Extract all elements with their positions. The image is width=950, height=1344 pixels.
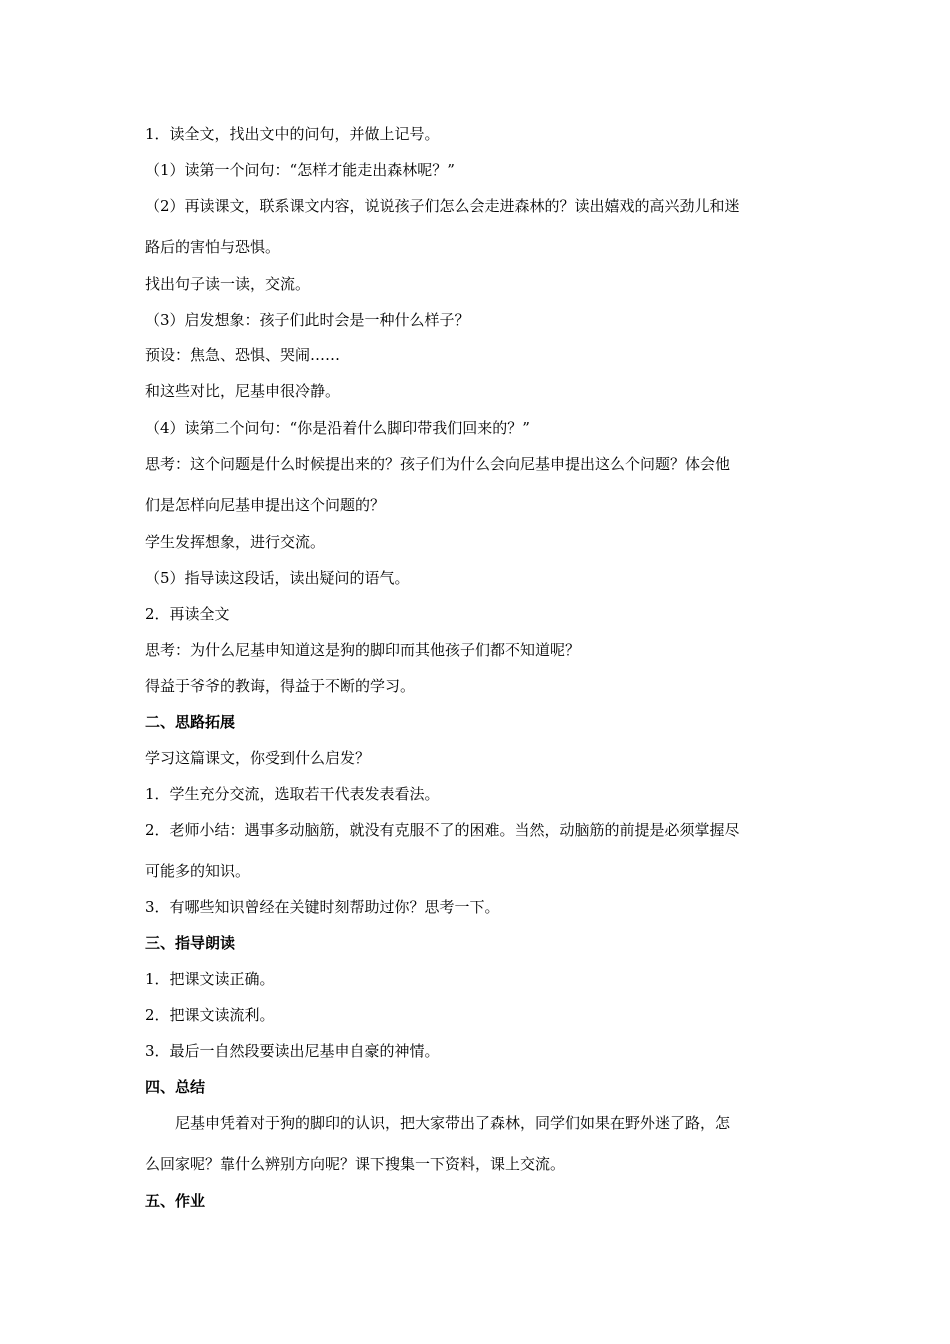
substep-3: （3）启发想象：孩子们此时会是一种什么样子？ [145,311,470,329]
list-item-2-continued: 可能多的知识。 [145,862,251,880]
section-heading-2: 二、思路拓展 [145,713,236,731]
reading-item-1: 1．把课文读正确。 [145,970,275,988]
paragraph-inspiration: 学习这篇课文，你受到什么启发？ [145,749,371,767]
paragraph-think-1: 思考：这个问题是什么时候提出来的？孩子们为什么会向尼基申提出这么个问题？体会他 [145,455,731,473]
paragraph-find-sentences: 找出句子读一读，交流。 [145,275,311,293]
list-item-2: 2．老师小结：遇事多动脑筋，就没有克服不了的困难。当然，动脑筋的前提是必须掌握尽 [145,821,740,839]
paragraph-think-1-continued: 们是怎样向尼基申提出这个问题的？ [145,496,386,514]
paragraph-think-2: 思考：为什么尼基申知道这是狗的脚印而其他孩子们都不知道呢？ [145,641,581,659]
paragraph-imagine: 学生发挥想象，进行交流。 [145,533,326,551]
substep-1: （1）读第一个问句：“怎样才能走出森林呢？” [145,161,455,179]
section-heading-5: 五、作业 [145,1192,206,1210]
paragraph-benefit: 得益于爷爷的教诲，得益于不断的学习。 [145,677,416,695]
step-1-read-full-text: 1．读全文，找出文中的问句，并做上记号。 [145,125,440,143]
list-item-1: 1．学生充分交流，选取若干代表发表看法。 [145,785,440,803]
step-2-reread: 2．再读全文 [145,605,230,623]
summary-paragraph-continued: 么回家呢？靠什么辨别方向呢？课下搜集一下资料，课上交流。 [145,1155,566,1173]
summary-paragraph: 尼基申凭着对于狗的脚印的认识，把大家带出了森林，同学们如果在野外迷了路，怎 [175,1114,731,1132]
section-heading-3: 三、指导朗读 [145,934,236,952]
paragraph-preset: 预设：焦急、恐惧、哭闹…… [145,346,341,364]
reading-item-2: 2．把课文读流利。 [145,1006,275,1024]
section-heading-4: 四、总结 [145,1078,206,1096]
substep-2-continued: 路后的害怕与恐惧。 [145,238,281,256]
substep-5: （5）指导读这段话，读出疑问的语气。 [145,569,410,587]
substep-2: （2）再读课文，联系课文内容，说说孩子们怎么会走进森林的？读出嬉戏的高兴劲儿和迷 [145,197,740,215]
paragraph-contrast: 和这些对比，尼基申很冷静。 [145,382,341,400]
list-item-3: 3．有哪些知识曾经在关键时刻帮助过你？思考一下。 [145,898,500,916]
reading-item-3: 3．最后一自然段要读出尼基申自豪的神情。 [145,1042,440,1060]
substep-4: （4）读第二个问句：“你是沿着什么脚印带我们回来的？” [145,419,530,437]
